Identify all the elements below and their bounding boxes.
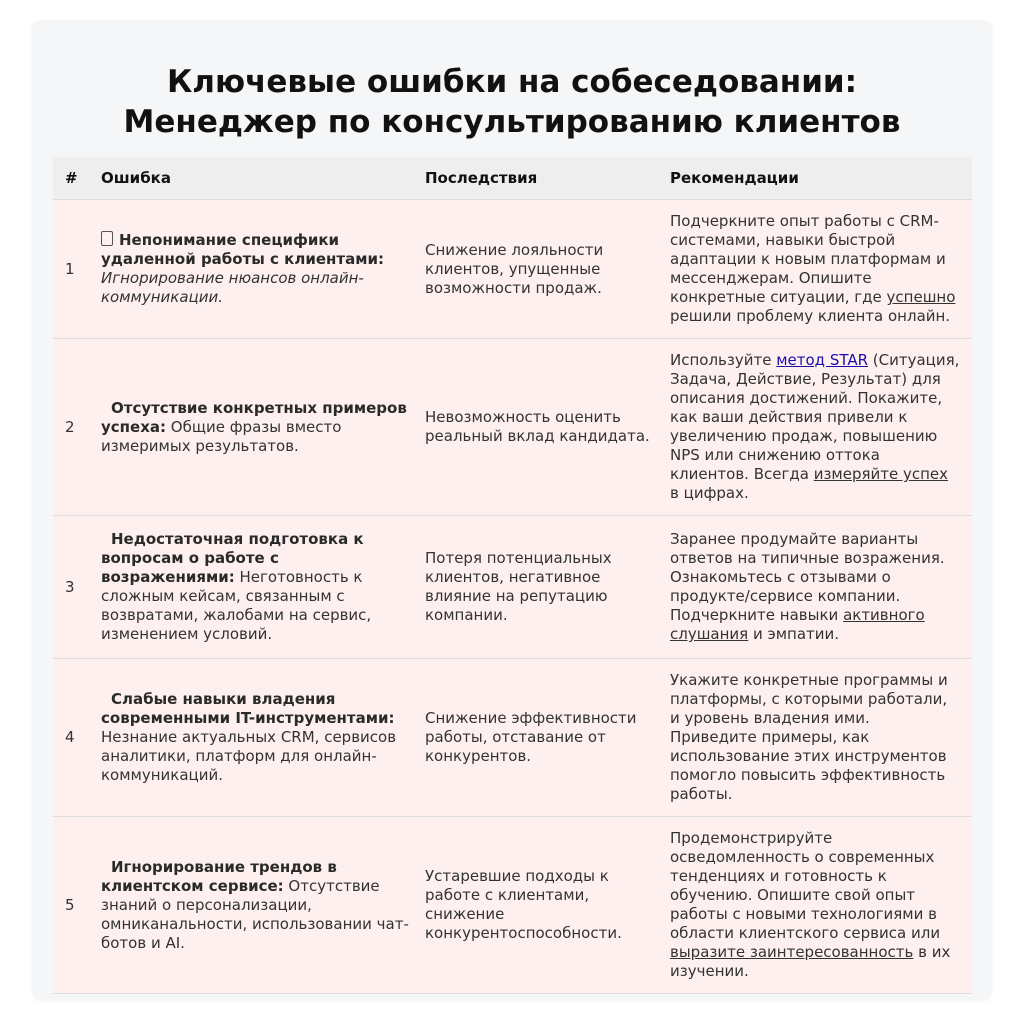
error-description: Игнорирование нюансов онлайн-коммуникации.: [101, 269, 364, 306]
table-row: [53, 659, 972, 817]
error-description: Незнание актуальных CRM, сервисов аналитики, платформ для онлайн-коммуникаций.: [101, 728, 397, 784]
consequences-cell: Невозможность оценить реальный вклад кандидата.: [425, 339, 670, 516]
rec-text: Подчеркните опыт работы с CRM-системами, навыки быстрой адаптации к новым платформам и мессенджерам. Опишите конкретные ситуации, где: [670, 212, 946, 306]
missing-glyph-icon: [101, 231, 113, 246]
rec-text: Продемонстрируйте осведомленность о современных тенденциях и готовность к обучению. Опишите свой опыт работы с новыми технологиями в области клиентского сервиса или: [670, 829, 941, 942]
rec-text: и эмпатии.: [748, 625, 840, 643]
row-number: 4: [53, 659, 101, 817]
error-description: Неготовность к сложным кейсам, связанным с возвратами, жалобами на сервис, изменением условий.: [101, 568, 372, 643]
rec-underlined-text: активного слушания: [670, 606, 925, 643]
error-cell: [101, 659, 425, 817]
recommendations-cell: [670, 516, 972, 659]
error-cell: [101, 200, 425, 339]
consequences-cell: Устаревшие подходы к работе с клиентами, снижение конкурентоспособности.: [425, 817, 670, 994]
header-consequences: Последствия: [425, 157, 670, 200]
table-row: [53, 516, 972, 659]
table-row: [53, 339, 972, 516]
error-title: Недостаточная подготовка к вопросам о работе с возражениями:: [101, 530, 364, 586]
recommendations-cell: Укажите конкретные программы и платформы, с которыми работали, и уровень владения ими. Приведите примеры, как использование этих инструментов помогло повысить эффективность работы.: [670, 659, 972, 817]
error-title: Слабые навыки владения современными IT-инструментами:: [101, 690, 395, 727]
rec-text: Используйте: [670, 351, 777, 369]
header-error: Ошибка: [101, 157, 425, 200]
content-card: [32, 20, 992, 1000]
rec-text: в их изучении.: [670, 943, 951, 980]
page-title-line-1: Ключевые ошибки на собеседовании:: [166, 64, 858, 100]
recommendations-cell: [670, 817, 972, 994]
rec-text: (Ситуация, Задача, Действие, Результат) для описания достижений. Покажите, как ваши действия привели к увеличению продаж, повышению NPS или снижению оттока клиентов. Всегда: [670, 351, 960, 483]
page-title-line-2: Менеджер по консультированию клиентов: [123, 104, 901, 140]
header-num: #: [53, 157, 101, 200]
rec-underlined-text: выразите заинтересованность: [670, 943, 914, 961]
row-number: 3: [53, 516, 101, 659]
consequences-cell: Снижение эффективности работы, отставание от конкурентов.: [425, 659, 670, 817]
error-description: Отсутствие знаний о персонализации, омниканальности, использовании чат-ботов и AI.: [101, 876, 409, 952]
rec-underlined-text: измеряйте успех: [813, 465, 949, 483]
table-header-row: [53, 157, 972, 200]
error-description: Общие фразы вместо измеримых результатов.: [101, 417, 342, 455]
page-title: [32, 62, 992, 142]
rec-underlined-text: успешно: [886, 288, 956, 306]
header-recommendations: Рекомендации: [670, 157, 972, 200]
table-row: [53, 817, 972, 994]
error-title: Отсутствие конкретных примеров успеха:: [101, 398, 407, 436]
recommendations-cell: [670, 200, 972, 339]
error-cell: [101, 339, 425, 516]
error-cell: [101, 817, 425, 994]
consequences-cell: Потеря потенциальных клиентов, негативное влияние на репутацию компании.: [425, 516, 670, 659]
error-title: Игнорирование трендов в клиентском сервисе:: [101, 857, 337, 895]
rec-text: в цифрах.: [670, 484, 749, 502]
row-number: 1: [53, 200, 101, 339]
table-row: [53, 200, 972, 339]
rec-text: решили проблему клиента онлайн.: [670, 307, 951, 325]
recommendations-cell: [670, 339, 972, 516]
row-number: 5: [53, 817, 101, 994]
error-title: Непонимание специфики удаленной работы с клиентами:: [101, 231, 384, 268]
row-number: 2: [53, 339, 101, 516]
consequences-cell: Снижение лояльности клиентов, упущенные возможности продаж.: [425, 200, 670, 339]
mistakes-table: [53, 157, 972, 994]
error-cell: [101, 516, 425, 659]
star-method-link[interactable]: метод STAR: [776, 351, 869, 369]
rec-text: Заранее продумайте варианты ответов на типичные возражения. Ознакомьтесь с отзывами о продукте/сервисе компании. Подчеркните навыки: [670, 530, 945, 624]
